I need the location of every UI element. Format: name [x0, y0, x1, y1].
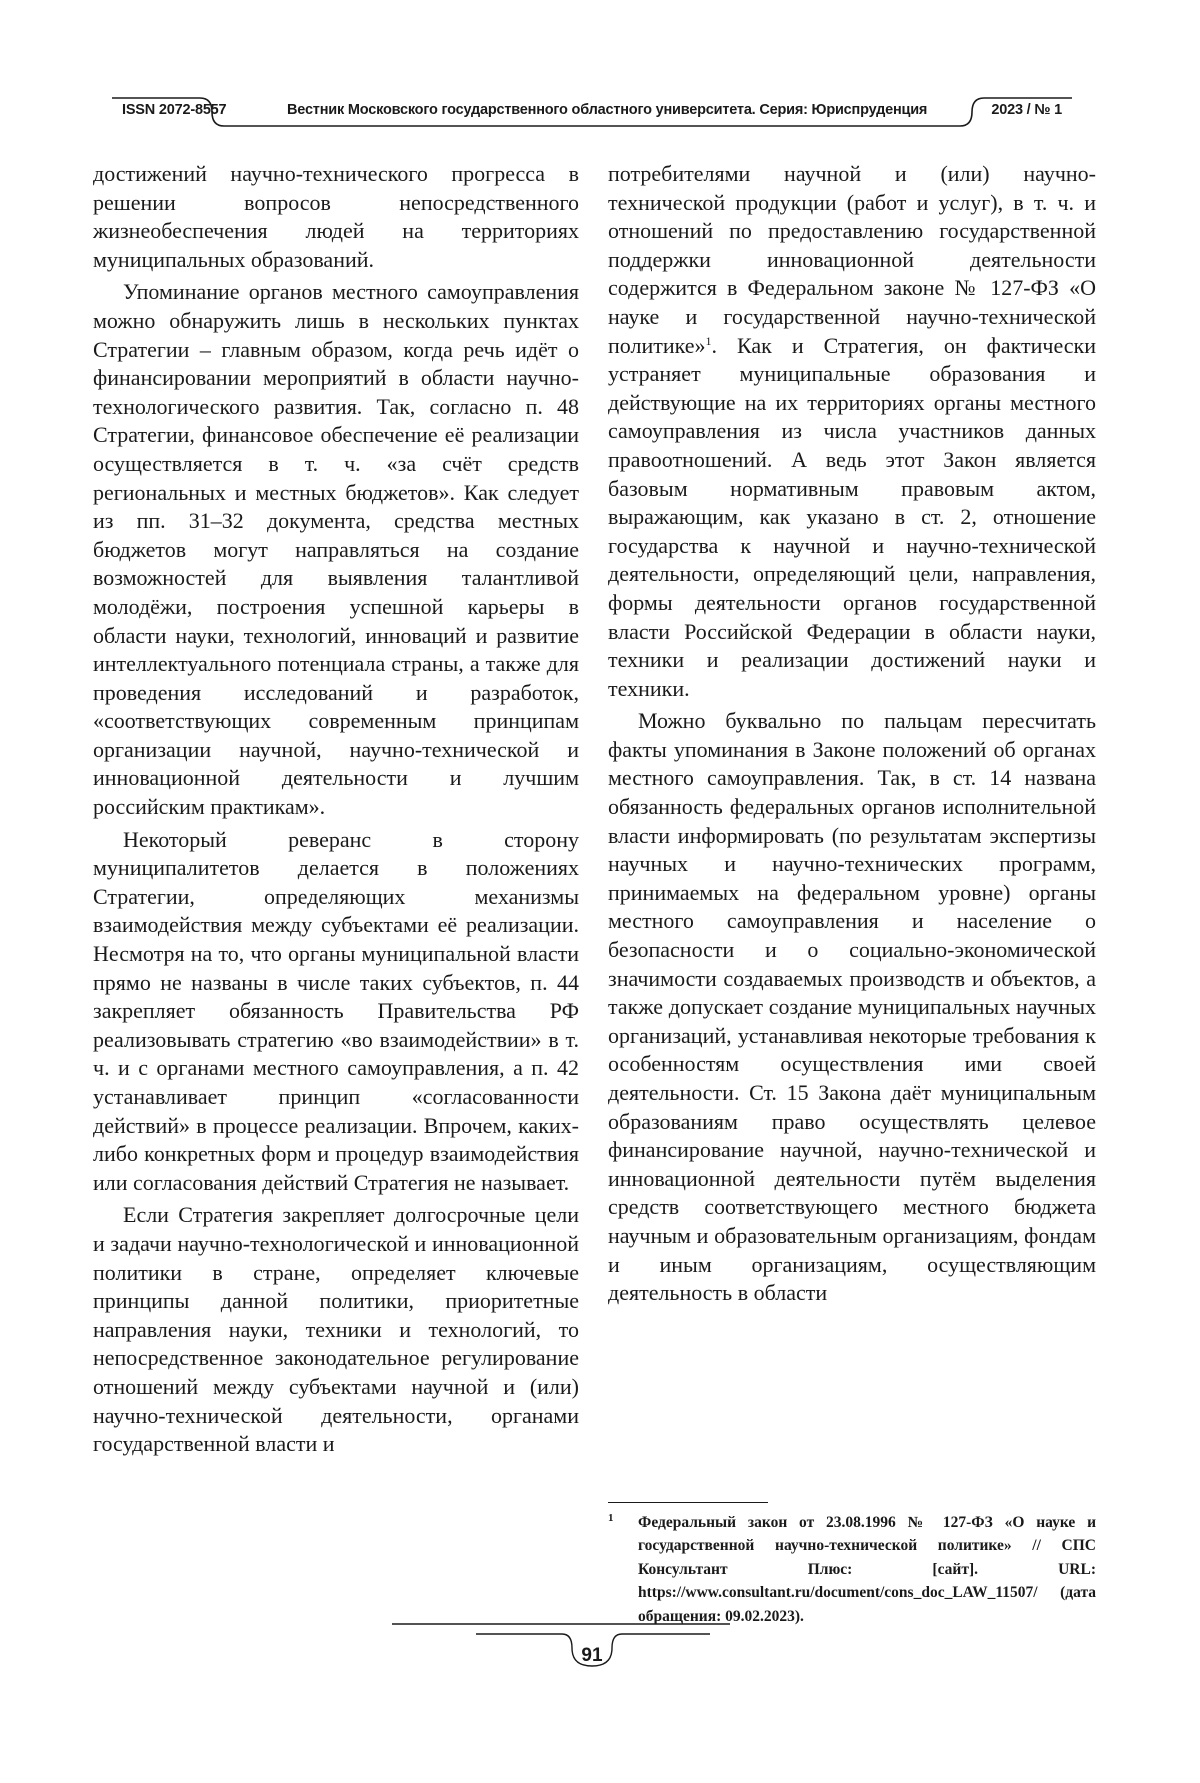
- issue-label: 2023 / № 1: [991, 102, 1062, 118]
- paragraph: достижений научно-технического прогресса в решении вопросов непосредственного жизнеобеспечения людей на территориях муниципальных образований.: [93, 161, 579, 272]
- footnote-mark: 1: [608, 1512, 614, 1524]
- paragraph-text: потребителями научной и (или) научно-технической продукции (работ и услуг), в т. ч. и отношений по предоставлению государственной поддержки инновационной деятельности содержится в Федеральном законе № 127-ФЗ «О науке и государственной научно-технической политике»: [608, 161, 1096, 358]
- paragraph: Упоминание органов местного самоуправления можно обнаружить лишь в нескольких пунктах Стратегии – главным образом, когда речь идёт о финансировании мероприятий в области научно-технологического развития. Так, согласно п. 48 Стратегии, финансовое обеспечение её реализации осуществляется в т. ч. «за счёт средств региональных и местных бюджетов». Как следует из пп. 31–32 документа, средства местных бюджетов могут направляться на создание возможностей для выявления талантливой молодёжи, построения успешной карьеры в области науки, технологий, инноваций и развитие интеллектуального потенциала страны, а также для проведения исследований и разработок, «соответствующих современным принципам организации научной, научно-технической и инновационной деятельности и лучшим российским практикам».: [93, 279, 579, 820]
- paragraph: Некоторый реверанс в сторону муниципалитетов делается в положениях Стратегии, определяющих механизмы взаимодействия между субъектами её реализации. Несмотря на то, что органы муниципальной власти прямо не названы в числе таких субъектов, п. 44 закрепляет обязанность Правительства РФ реализовывать стратегию «во взаимодействии» в т. ч. и с органами местного самоуправления, а п. 42 устанавливает принцип «согласованности действий» в процессе реализации. Впрочем, каких-либо конкретных форм и процедур взаимодействия или согласования действий Стратегия не называет.: [93, 826, 579, 1195]
- journal-title: Вестник Московского государственного областного университета. Серия: Юриспруденция: [287, 102, 928, 118]
- footnote-text: Федеральный закон от 23.08.1996 № 127-ФЗ «О науке и государственной научно-технической политике» // СПС Консультант Плюс: [сайт]. URL: https://www.consultant.ru/document/cons_doc_LAW_11507/ (дата обращения: 09.02.2023).: [638, 1514, 1096, 1625]
- footnote-reference[interactable]: 1: [705, 333, 712, 348]
- paragraph-text: . Как и Стратегия, он фактически устраняет муниципальные образования и действующие на их территориях органы местного самоуправления из числа участников данных правоотношений. А ведь этот Закон является базовым нормативным правовым актом, выражающим, как указано в ст. 2, отношение государства к научной и научно-технической деятельности, определяющий цели, направления, формы деятельности органов государственной власти Российской Федерации в области науки, техники и реализации достижений науки и техники.: [608, 332, 1096, 701]
- page-number: 91: [581, 1645, 603, 1666]
- page-footer: [392, 1620, 792, 1680]
- right-column: [608, 160, 1096, 1312]
- paragraph: Если Стратегия закрепляет долгосрочные цели и задачи научно-технологической и инновационной политики в стране, определяет ключевые принципы данной политики, приоритетные направления науки, техники и технологий, то непосредственное законодательное регулирование отношений между субъектами научной и (или) научно-технической деятельности, органами государственной власти и: [93, 1202, 579, 1457]
- left-column: [93, 160, 579, 1463]
- paragraph: [608, 160, 1096, 703]
- paragraph: Можно буквально по пальцам пересчитать факты упоминания в Законе положений об органах местного самоуправления. Так, в ст. 14 названа обязанность федеральных органов исполнительной власти информировать (по результатам экспертизы научных и научно-технических программ, принимаемых на федеральном уровне) органы местного самоуправления и население о безопасности и о социально-экономической значимости создаваемых производств и объектов, а также допускает создание муниципальных научных организаций, устанавливая некоторые требования к особенностям осуществления ими своей деятельности. Ст. 15 Закона даёт муниципальным образованиям право осуществлять целевое финансирование научной, научно-технической и инновационной деятельности путём выделения средств соответствующего местного бюджета научным и образовательным организациям, фондам и иным организациям, осуществляющим деятельность в области: [608, 708, 1096, 1306]
- running-header: [112, 96, 1072, 136]
- issn-label: ISSN 2072-8557: [122, 102, 227, 118]
- footnote-divider: [608, 1502, 768, 1503]
- footnote: [608, 1511, 1096, 1628]
